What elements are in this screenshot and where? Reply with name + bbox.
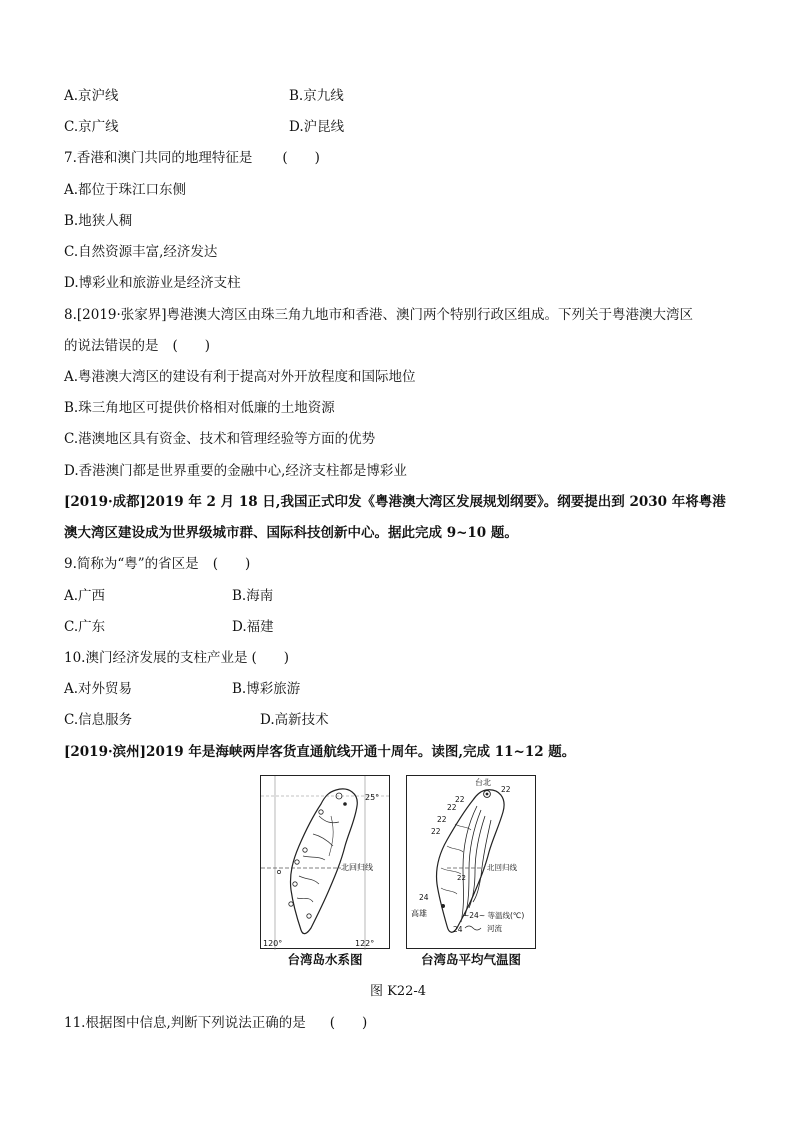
water-map-svg <box>261 776 391 950</box>
taiwan-water-system-map <box>260 775 390 949</box>
intro-9-10-line1: [2019·成都]2019 年 2 月 18 日,我国正式印发《粤港澳大湾区发展规划纲要》。纲要提出到 2030 年将粤港 <box>64 494 726 510</box>
lon-label-122: 122° <box>355 939 375 948</box>
tropic-label-left: 北回归线 <box>341 863 373 872</box>
taiwan-temperature-map <box>406 775 536 949</box>
city-marker <box>343 802 347 806</box>
isotherm-label: 24 <box>453 925 463 934</box>
lake-marker <box>295 860 299 864</box>
lake-marker <box>307 914 311 918</box>
intro-9-10-line2: 澳大湾区建设成为世界级城市群、国际科技创新中心。据此完成 9~10 题。 <box>64 525 518 541</box>
q9-answer-paren: ( ) <box>212 556 251 572</box>
lon-label-120: 120° <box>263 939 283 948</box>
q9-option-c: C.广东 <box>64 619 106 635</box>
q11-answer-paren: ( ) <box>329 1015 368 1031</box>
q8-answer-paren: ( ) <box>172 338 211 354</box>
legend-river: 河流 <box>487 924 502 933</box>
city-label-kaohsiung: 高雄 <box>411 909 427 918</box>
river-3 <box>303 856 325 860</box>
q8-option-c: C.港澳地区具有资金、技术和管理经验等方面的优势 <box>64 431 376 447</box>
isotherm-label: 22 <box>457 874 466 882</box>
q9-stem-text: 9.简称为“粤”的省区是 <box>64 556 199 572</box>
q9-option-a: A.广西 <box>64 588 106 604</box>
isotherm-label: 24 <box>419 893 429 902</box>
q10-answer-paren: ( ) <box>251 650 290 666</box>
q9-stem <box>64 554 250 574</box>
legend-isotherm: ~24~ 等温线(℃) <box>463 911 525 920</box>
kaohsiung-marker <box>441 904 445 908</box>
q9-option-d: D.福建 <box>232 619 274 635</box>
taipei-dot <box>486 793 489 796</box>
tropic-label-right: 北回归线 <box>487 863 517 872</box>
q11-stem-text: 11.根据图中信息,判断下列说法正确的是 <box>64 1015 306 1031</box>
isotherm-label: 22 <box>501 785 511 794</box>
q7-stem-text: 7.香港和澳门共同的地理特征是 <box>64 150 253 166</box>
city-label-taipei: 台北 <box>475 778 491 787</box>
lake-marker <box>303 848 307 852</box>
q8-stem-line1: 8.[2019·张家界]粤港澳大湾区由珠三角九地市和香港、澳门两个特别行政区组成。下列关于粤港澳大湾区 <box>64 307 694 323</box>
river-5 <box>297 898 313 902</box>
q9-option-b: B.海南 <box>232 588 274 604</box>
q11-stem <box>64 1013 367 1033</box>
isotherm-label: 22 <box>437 815 447 824</box>
q8-option-b: B.珠三角地区可提供价格相对低廉的土地资源 <box>64 400 335 416</box>
q6-option-b: B.京九线 <box>289 88 344 104</box>
river-4 <box>299 876 319 884</box>
legend-river-symbol <box>465 926 481 930</box>
lat-label-25: 25° <box>365 793 380 802</box>
lake-marker <box>289 902 293 906</box>
water-map-caption: 台湾岛水系图 <box>287 952 363 967</box>
q7-option-a: A.都位于珠江口东侧 <box>64 182 187 198</box>
q10-option-a: A.对外贸易 <box>64 681 133 697</box>
q6-option-c: C.京广线 <box>64 119 119 135</box>
isotherm-mid <box>465 810 481 916</box>
q8-stem-text: 的说法错误的是 <box>64 338 159 354</box>
q7-option-d: D.博彩业和旅游业是经济支柱 <box>64 275 241 291</box>
q7-option-b: B.地狭人稠 <box>64 213 133 229</box>
q8-option-a: A.粤港澳大湾区的建设有利于提高对外开放程度和国际地位 <box>64 369 416 385</box>
intro-11-12: [2019·滨州]2019 年是海峡两岸客货直通航线开通十周年。读图,完成 11~12 题。 <box>64 744 576 760</box>
isotherm-label: 22 <box>431 827 441 836</box>
river-1 <box>319 816 339 823</box>
figure-caption: 图 K22-4 <box>369 984 427 999</box>
q6-option-d: D.沪昆线 <box>289 119 345 135</box>
q7-stem <box>64 148 320 168</box>
q10-option-b: B.博彩旅游 <box>232 681 301 697</box>
lake-marker <box>293 882 297 886</box>
river-a <box>447 846 463 852</box>
isotherm-label: 22 <box>455 795 465 804</box>
temperature-map-caption: 台湾岛平均气温图 <box>420 952 521 967</box>
q8-stem-line2 <box>64 336 210 356</box>
river-2 <box>313 834 333 846</box>
figure-k22-4 <box>260 775 536 1000</box>
q10-option-d: D.高新技术 <box>260 712 329 728</box>
river-c <box>441 888 457 894</box>
taiwan-island-outline <box>290 789 357 934</box>
lake-marker <box>319 810 323 814</box>
q10-stem <box>64 648 289 668</box>
q7-option-c: C.自然资源丰富,经济发达 <box>64 244 218 260</box>
q6-option-a: A.京沪线 <box>64 88 119 104</box>
q8-option-d: D.香港澳门都是世界重要的金融中心,经济支柱都是博彩业 <box>64 463 407 479</box>
q10-option-c: C.信息服务 <box>64 712 133 728</box>
isotherm-label: 22 <box>447 803 457 812</box>
q7-answer-paren: ( ) <box>282 150 320 166</box>
q10-stem-text: 10.澳门经济发展的支柱产业是 <box>64 650 248 666</box>
temperature-map-svg <box>407 776 537 950</box>
island-marker <box>277 870 280 873</box>
